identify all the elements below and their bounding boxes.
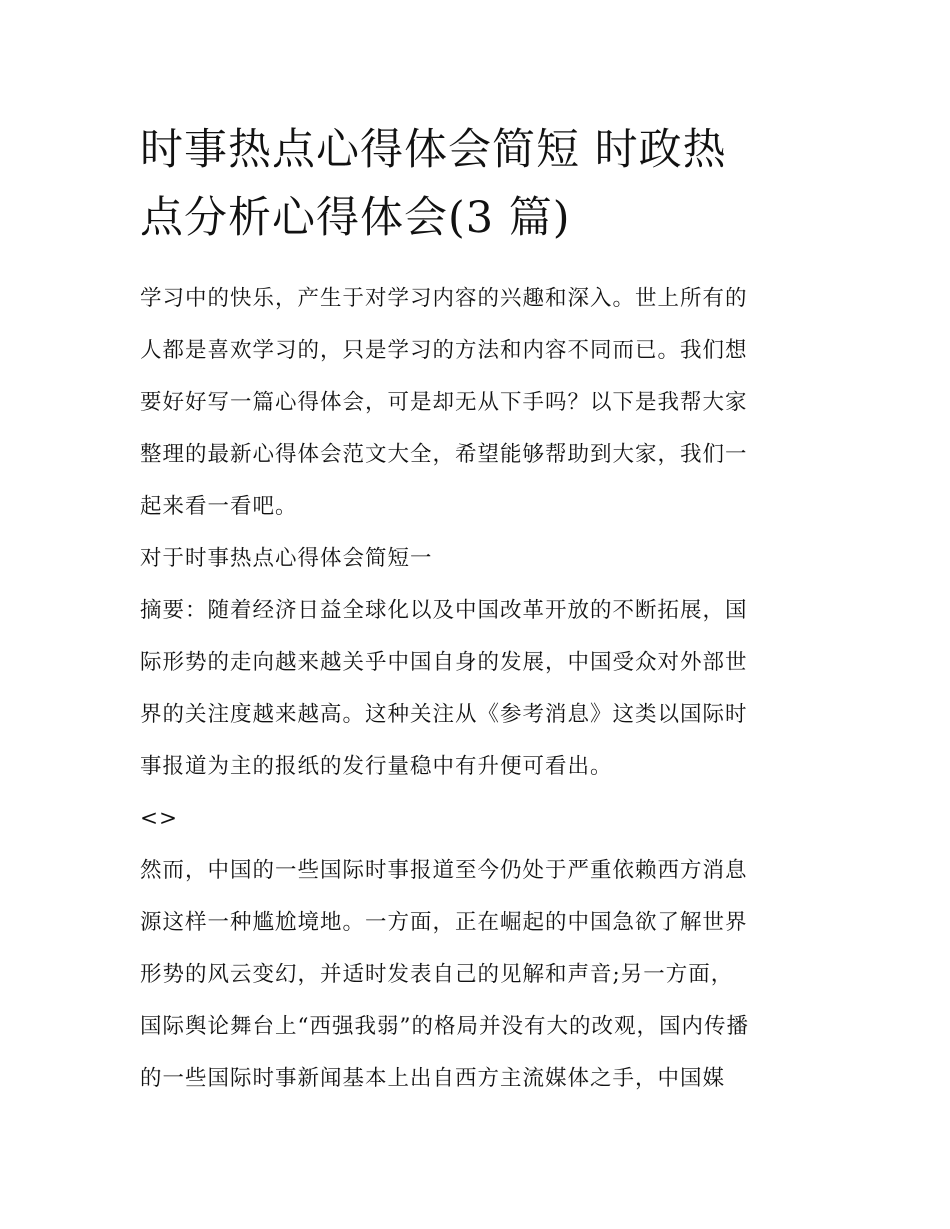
intro-line: 人都是喜欢学习的，只是学习的方法和内容不同而已。我们想: [140, 338, 748, 363]
abstract-line: 事报道为主的报纸的发行量稳中有升便可看出。: [140, 754, 613, 779]
intro-paragraph: [140, 273, 820, 533]
document-title: [140, 116, 830, 252]
abstract-line: 际形势的走向越来越关乎中国自身的发展，中国受众对外部世: [140, 650, 748, 675]
intro-line: 起来看一看吧。: [140, 494, 298, 519]
section-heading: 对于时事热点心得体会简短一: [140, 546, 433, 571]
abstract-line: 界的关注度越来越高。这种关注从《参考消息》这类以国际时: [140, 702, 748, 727]
abstract-line: 摘要：随着经济日益全球化以及中国改革开放的不断拓展，国: [140, 598, 748, 623]
intro-line: 整理的最新心得体会范文大全，希望能够帮助到大家，我们一: [140, 442, 748, 467]
body-line: 然而，中国的一些国际时事报道至今仍处于严重依赖西方消息: [140, 858, 748, 883]
abstract-paragraph: [140, 585, 820, 793]
intro-line: 要好好写一篇心得体会，可是却无从下手吗？以下是我帮大家: [140, 390, 748, 415]
marker-text: <>: [140, 806, 179, 831]
title-line: 时事热点心得体会简短 时政热: [140, 125, 727, 175]
body-line: 源这样一种尴尬境地。一方面，正在崛起的中国急欲了解世界: [140, 910, 748, 935]
body-line: 国际舆论舞台上“西强我弱”的格局并没有大的改观，国内传播: [140, 1014, 749, 1039]
body-paragraph: [140, 845, 820, 1105]
document-body: [140, 273, 820, 1105]
intro-line: 学习中的快乐，产生于对学习内容的兴趣和深入。世上所有的: [140, 286, 748, 311]
body-line: 的一些国际时事新闻基本上出自西方主流媒体之手，中国媒: [140, 1066, 726, 1091]
body-line: 形势的风云变幻，并适时发表自己的见解和声音;另一方面，: [140, 962, 734, 987]
title-line: 点分析心得体会(3 篇): [140, 193, 571, 243]
